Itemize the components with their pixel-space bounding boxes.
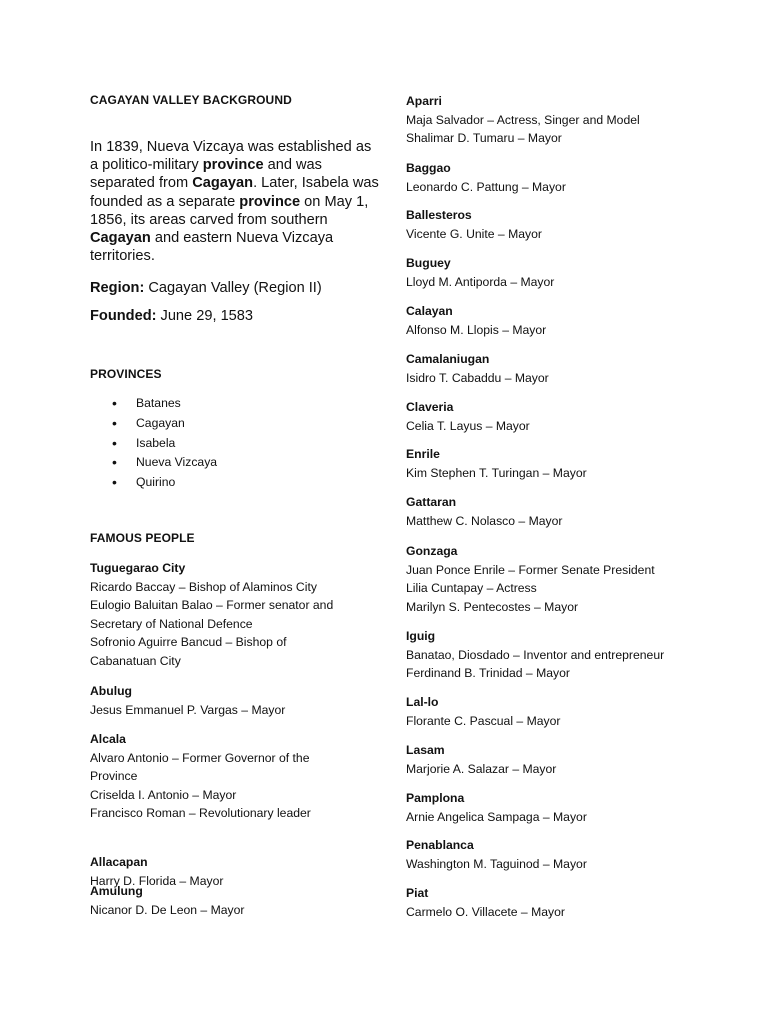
person-line: Marilyn S. Pentecostes – Mayor xyxy=(406,599,579,614)
group-penablanca xyxy=(406,836,587,873)
group-piat xyxy=(406,884,565,921)
group-lal-lo xyxy=(406,693,560,730)
person-line: Ferdinand B. Trinidad – Mayor xyxy=(406,666,570,680)
group-gonzaga xyxy=(406,542,655,616)
intro-text: and was separated from xyxy=(90,157,322,192)
person-line: Banatao, Diosdado – Inventor and entrepreneur xyxy=(406,647,665,662)
group-name: Ballesteros xyxy=(406,208,472,222)
person-line: Florante C. Pascual – Mayor xyxy=(406,713,561,728)
group-iguig xyxy=(406,627,664,683)
intro-bold: Cagayan xyxy=(90,230,151,247)
group-aparri xyxy=(406,92,640,148)
group-name: Aparri xyxy=(406,94,442,108)
list-item: • Cagayan xyxy=(90,414,217,434)
intro-text: and eastern Nueva Vizcaya territories. xyxy=(90,230,334,265)
list-item: • Quirino xyxy=(90,473,217,493)
intro-bold: province xyxy=(239,193,301,210)
group-name: Camalaniugan xyxy=(406,352,490,366)
person-line: Leonardo C. Pattung – Mayor xyxy=(406,179,566,194)
person-line: Matthew C. Nolasco – Mayor xyxy=(406,513,563,528)
list-item: • Isabela xyxy=(90,434,217,454)
intro-bold: province xyxy=(202,157,264,174)
group-pamplona xyxy=(406,789,587,826)
founded-label: Founded: xyxy=(90,308,157,324)
intro-text: In 1839, Nueva Vizcaya was established as a politico-military xyxy=(90,139,372,174)
person-line: Juan Ponce Enrile – Former Senate President xyxy=(406,562,655,577)
group-alcala xyxy=(90,730,340,823)
person-line: Nicanor D. De Leon – Mayor xyxy=(90,902,245,917)
group-name: Abulug xyxy=(90,684,132,698)
person-line: Washington M. Taguinod – Mayor xyxy=(406,856,587,871)
group-name: Lasam xyxy=(406,743,445,757)
intro-bold: Cagayan xyxy=(192,175,254,192)
person-line: Eulogio Baluitan Balao – Former senator and Secretary of National Defence xyxy=(90,598,334,631)
group-name: Baggao xyxy=(406,161,451,175)
person-line: Alfonso M. Llopis – Mayor xyxy=(406,322,547,337)
founded-line xyxy=(90,308,253,324)
group-name: Iguig xyxy=(406,629,436,643)
person-line: Celia T. Layus – Mayor xyxy=(406,418,530,433)
list-item: • Batanes xyxy=(90,394,217,414)
person-line: Kim Stephen T. Turingan – Mayor xyxy=(406,465,587,480)
group-name: Amulung xyxy=(90,884,143,898)
person-line: Maja Salvador – Actress, Singer and Model xyxy=(406,112,640,127)
intro-text: on May 1, 1856, its areas carved from southern xyxy=(90,193,369,228)
group-amulung xyxy=(90,882,244,919)
person-line: Criselda I. Antonio – Mayor xyxy=(90,787,237,802)
group-name: Piat xyxy=(406,886,429,900)
group-name: Lal-lo xyxy=(406,695,439,709)
person-line: Lloyd M. Antiporda – Mayor xyxy=(406,274,555,289)
intro-paragraph xyxy=(90,138,380,265)
group-name: Tuguegarao City xyxy=(90,561,186,575)
person-line: Marjorie A. Salazar – Mayor xyxy=(406,761,557,776)
region-line xyxy=(90,280,322,296)
person-line: Lilia Cuntapay – Actress xyxy=(406,581,537,595)
famous-people-heading: FAMOUS PEOPLE xyxy=(90,531,195,545)
background-heading: CAGAYAN VALLEY BACKGROUND xyxy=(90,93,292,107)
person-line: Ricardo Baccay – Bishop of Alaminos City xyxy=(90,579,317,594)
group-tuguegarao-city xyxy=(90,559,360,670)
group-name: Allacapan xyxy=(90,855,148,869)
group-name: Calayan xyxy=(406,304,453,318)
person-line: Shalimar D. Tumaru – Mayor xyxy=(406,131,562,145)
group-name: Buguey xyxy=(406,256,451,270)
person-line: Jesus Emmanuel P. Vargas – Mayor xyxy=(90,702,286,717)
person-line: Carmelo O. Villacete – Mayor xyxy=(406,904,565,919)
person-line: Harry D. Florida – Mayor xyxy=(90,873,224,888)
person-line: Francisco Roman – Revolutionary leader xyxy=(90,806,311,820)
provinces-list xyxy=(90,394,217,493)
group-claveria xyxy=(406,398,530,435)
group-camalaniugan xyxy=(406,350,549,387)
group-name: Penablanca xyxy=(406,838,474,852)
person-line: Sofronio Aguirre Bancud – Bishop of Cabanatuan City xyxy=(90,635,287,668)
group-buguey xyxy=(406,254,554,291)
region-value: Cagayan Valley (Region II) xyxy=(144,280,322,296)
group-lasam xyxy=(406,741,556,778)
group-gattaran xyxy=(406,493,562,530)
person-line: Isidro T. Cabaddu – Mayor xyxy=(406,370,549,385)
region-label: Region: xyxy=(90,280,145,296)
group-baggao xyxy=(406,159,566,196)
group-name: Gonzaga xyxy=(406,544,458,558)
group-enrile xyxy=(406,445,587,482)
provinces-heading: PROVINCES xyxy=(90,367,162,381)
intro-text: . Later, Isabela was founded as a separate xyxy=(90,175,379,210)
founded-value: June 29, 1583 xyxy=(156,308,254,324)
group-name: Claveria xyxy=(406,400,454,414)
person-line: Vicente G. Unite – Mayor xyxy=(406,226,542,241)
list-item: • Nueva Vizcaya xyxy=(90,453,217,473)
group-name: Pamplona xyxy=(406,791,465,805)
group-name: Enrile xyxy=(406,447,440,461)
person-line: Arnie Angelica Sampaga – Mayor xyxy=(406,809,587,824)
person-line: Alvaro Antonio – Former Governor of the Province xyxy=(90,750,310,783)
group-ballesteros xyxy=(406,206,542,243)
group-name: Gattaran xyxy=(406,495,457,509)
group-calayan xyxy=(406,302,546,339)
group-abulug xyxy=(90,682,285,719)
group-name: Alcala xyxy=(90,732,126,746)
